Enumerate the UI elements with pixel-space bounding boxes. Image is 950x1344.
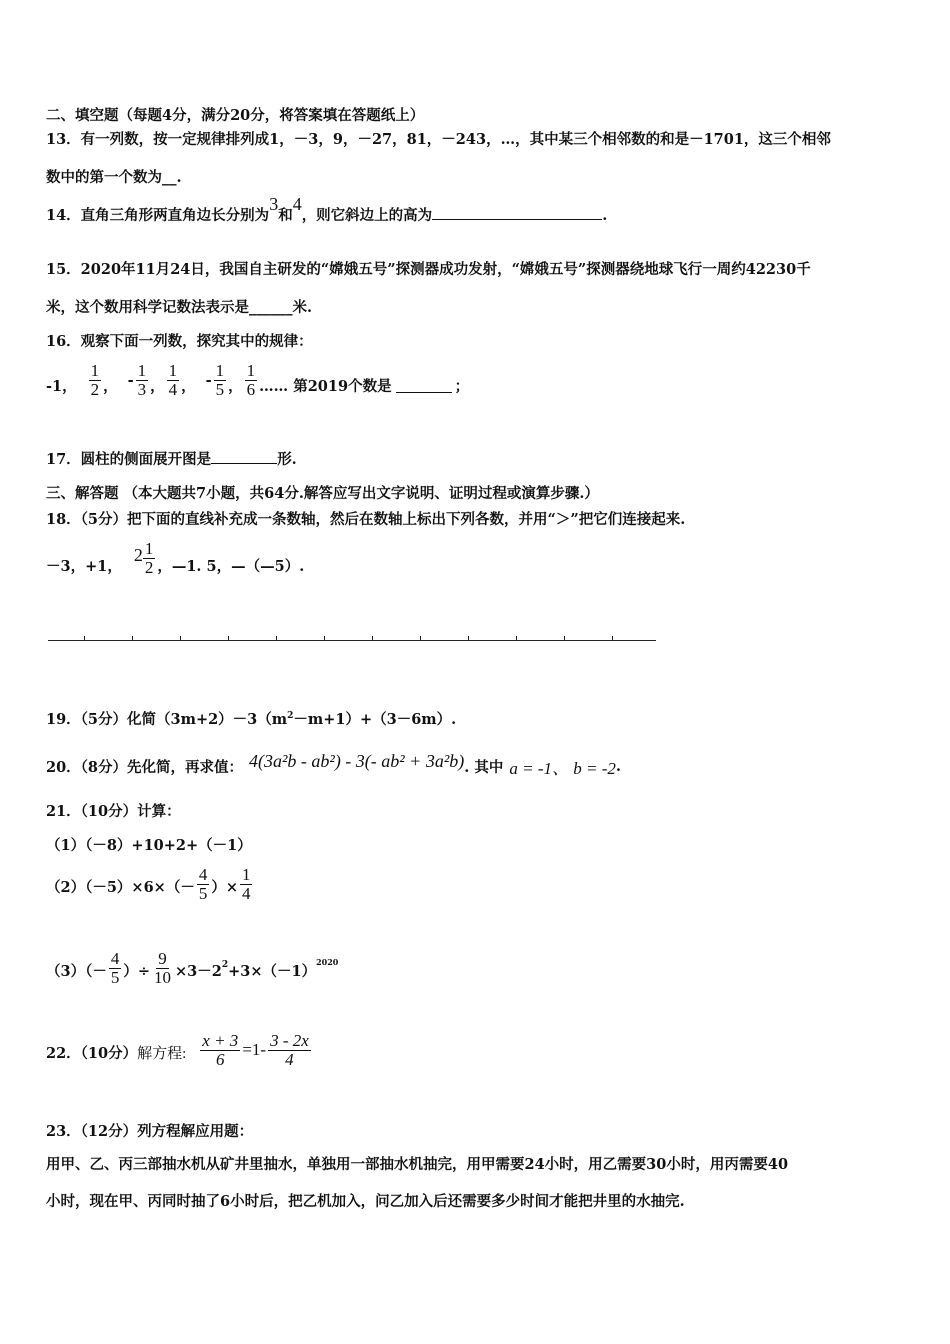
q23-line1: 用甲、乙、丙三部抽水机从矿井里抽水，单独用一部抽水机抽完，用甲需要24小时，用乙需要30小时，用丙需要40 bbox=[46, 1156, 789, 1173]
q18-pre: －3，+1， bbox=[46, 557, 122, 575]
q22-fraction-2: $\frac{3 - 2x}{4}$ bbox=[270, 1031, 309, 1069]
section-2-heading: 二、填空题（每题4分，满分20分，将答案填在答题纸上） bbox=[46, 107, 425, 124]
number-line-tick bbox=[420, 636, 421, 641]
q22 bbox=[46, 1032, 313, 1069]
q23-line2: 小时，现在甲、丙同时抽了6小时后，把乙机加入，问乙加入后还需要多少时间才能把井里的水抽完. bbox=[46, 1193, 685, 1210]
q21-p2-label: （2）（－5）×6×（－ bbox=[46, 878, 195, 896]
q13-line2: 数中的第一个数为__. bbox=[46, 169, 182, 186]
q16-fraction-4: $\frac{1}{5}$ bbox=[215, 361, 225, 399]
q16-sep-4: ， bbox=[228, 377, 243, 395]
q19-pre: 19．（5分）化简（3m+2）－3（m bbox=[46, 711, 288, 728]
q20-condition: a = -1、 b = -2 bbox=[509, 759, 616, 778]
q21-p3-post: ×3－2 bbox=[175, 962, 222, 980]
q22-fraction-1: $\frac{x + 3}{6}$ bbox=[202, 1031, 239, 1069]
number-line-tick bbox=[132, 636, 133, 641]
q16-fraction-5: $\frac{1}{6}$ bbox=[246, 361, 256, 399]
q21-p3-fraction-2: $\frac{9}{10}$ bbox=[154, 949, 171, 987]
q16-fraction-1: $\frac{1}{2}$ bbox=[90, 361, 100, 399]
q21-p3-exponent-1: 2 bbox=[221, 960, 229, 971]
q22-pre: 22．（10分） bbox=[46, 1044, 138, 1062]
q14-post: ，则它斜边上的高为 bbox=[301, 207, 433, 224]
q16-answer-blank[interactable] bbox=[396, 378, 452, 393]
q14-b: 4 bbox=[292, 194, 302, 214]
q21-p2-fraction-2: $\frac{1}{4}$ bbox=[241, 865, 251, 903]
q16-sequence bbox=[46, 362, 469, 399]
number-line-tick bbox=[276, 636, 277, 641]
q16-sep-2: ， bbox=[150, 377, 165, 395]
q20-pre: 20．（8分）先化简，再求值： bbox=[46, 759, 244, 776]
q16-sign-4: - bbox=[205, 371, 212, 389]
q17-answer-blank[interactable] bbox=[211, 449, 277, 464]
q19 bbox=[46, 708, 456, 729]
q18-mixed-fraction: $\frac{1}{2}$ bbox=[144, 539, 154, 577]
q16-fraction-2: $\frac{1}{3}$ bbox=[137, 361, 147, 399]
q15-line2: 米，这个数用科学记数法表示是______米. bbox=[46, 299, 313, 316]
q16-line1: 16．观察下面一列数，探究其中的规律： bbox=[46, 333, 313, 350]
number-line-tick bbox=[612, 636, 613, 641]
q16-tail-end: ； bbox=[454, 377, 470, 395]
q18-mixed-whole: 2 bbox=[133, 544, 143, 565]
q18-numbers bbox=[46, 540, 304, 577]
number-line-tick bbox=[180, 636, 181, 641]
q14-a: 3 bbox=[269, 194, 279, 214]
q14-end: . bbox=[602, 207, 608, 224]
q21-p3-mid: ）÷ bbox=[123, 962, 150, 980]
q21-p3-exponent-2: 2020 bbox=[316, 957, 339, 968]
q19-exponent: 2 bbox=[287, 711, 294, 722]
q16-sep-1: ， bbox=[103, 377, 118, 395]
q21-title: 21．（10分）计算： bbox=[46, 803, 181, 820]
q21-p3-post2: +3×（－1） bbox=[228, 962, 317, 980]
q21-part3 bbox=[46, 950, 338, 987]
number-line-tick bbox=[372, 636, 373, 641]
q17 bbox=[46, 448, 297, 469]
q21-part1: （1）（－8）+10+2+（－1） bbox=[46, 837, 252, 854]
q16-fraction-3: $\frac{1}{4}$ bbox=[168, 361, 178, 399]
q13-line1: 13．有一列数，按一定规律排列成1，－3，9，－27，81，－243，…，其中某三个相邻数的和是－1701，这三个相邻 bbox=[46, 131, 831, 148]
q15-line1: 15．2020年11月24日，我国自主研发的“嫦娥五号”探测器成功发射，“嫦娥五号”探测器绕地球飞行一周约42230千 bbox=[46, 261, 811, 278]
q17-post: 形. bbox=[277, 451, 297, 468]
q14 bbox=[46, 194, 608, 225]
number-line-tick bbox=[516, 636, 517, 641]
q20-mid: . 其中 bbox=[464, 759, 504, 776]
q20-expression: 4(3a²b - ab²) - 3(- ab² + 3a²b) bbox=[249, 751, 465, 771]
section-3-heading: 三、解答题 （本大题共7小题，共64分.解答应写出文字说明、证明过程或演算步骤.） bbox=[46, 485, 599, 502]
q20-end: . bbox=[615, 758, 621, 775]
q21-part2 bbox=[46, 866, 254, 903]
q21-p2-fraction-1: $\frac{4}{5}$ bbox=[198, 865, 208, 903]
q16-tail: …… 第2019个数是 bbox=[259, 377, 392, 395]
q16-start: -1， bbox=[46, 377, 77, 395]
q21-p2-mid: ）× bbox=[211, 878, 238, 896]
q21-p3-fraction-1: $\frac{4}{5}$ bbox=[110, 949, 120, 987]
q23-title: 23．（12分）列方程解应用题： bbox=[46, 1123, 254, 1140]
q14-mid: 和 bbox=[278, 207, 293, 224]
q19-post: －m+1）+（3－6m）. bbox=[293, 711, 457, 728]
number-line-tick bbox=[228, 636, 229, 641]
q16-sign-2: - bbox=[127, 371, 134, 389]
q18-post: ，—1. 5，—（—5）. bbox=[157, 557, 305, 575]
q16-sep-3: ， bbox=[181, 377, 196, 395]
q20 bbox=[46, 744, 621, 779]
q22-mid: =1- bbox=[242, 1040, 267, 1060]
q14-pre: 14．直角三角形两直角边长分别为 bbox=[46, 207, 270, 224]
q18-line1: 18．（5分）把下面的直线补充成一条数轴，然后在数轴上标出下列各数，并用“＞”把它们连接起来. bbox=[46, 511, 686, 528]
number-line-tick bbox=[84, 636, 85, 641]
q17-pre: 17．圆柱的侧面展开图是 bbox=[46, 451, 212, 468]
number-line-tick bbox=[468, 636, 469, 641]
number-line-tick bbox=[564, 636, 565, 641]
q21-p3-label: （3）（－ bbox=[46, 962, 107, 980]
q14-answer-blank[interactable] bbox=[432, 205, 602, 220]
q22-label: 解方程: bbox=[137, 1045, 187, 1062]
number-line-tick bbox=[324, 636, 325, 641]
